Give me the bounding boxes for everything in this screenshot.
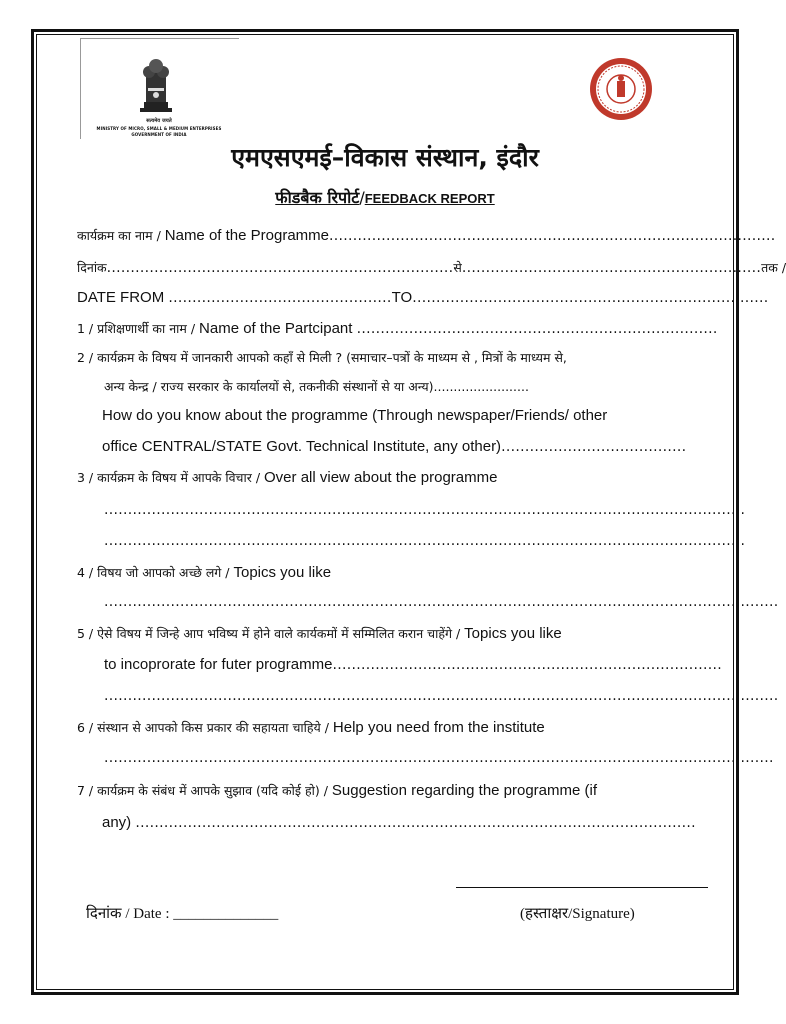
ministry-motto: सत्यमेव जयते bbox=[146, 118, 172, 124]
page-title: एमएसएमई–विकास संस्थान, इंदौर bbox=[231, 143, 539, 172]
question-4-topics-liked: 4 / विषय जो आपको अच्छे लगे / Topics you like bbox=[77, 564, 332, 581]
question-2-english-line2: office CENTRAL/STATE Govt. Technical Institute, any other)....................................... bbox=[102, 438, 687, 455]
government-of-india: GOVERNMENT OF INDIA bbox=[131, 132, 187, 137]
question-6-help-needed: 6 / संस्थान से आपको किस प्रकार की सहायता चाहिये / Help you need from the institute bbox=[77, 719, 545, 736]
programme-name-field: कार्यक्रम का नाम / Name of the Programme.............................................................................................. bbox=[77, 227, 776, 244]
question-7-english-line2: any) ...................................................................................................................... bbox=[102, 814, 696, 831]
question-2-hindi-line1: 2 / कार्यक्रम के विषय में जानकारी आपको कहाँ से मिली ? (समाचार–पत्रों के माध्यम से , मित्रों के माध्यम से, bbox=[77, 350, 567, 365]
signature-line bbox=[456, 887, 708, 888]
date-hindi-field: दिनांक.........................................................................से...............................................................तक / bbox=[77, 260, 786, 276]
question-1-participant-name: 1 / प्रशिक्षणार्थी का नाम / Name of the Partcipant ............................................................................ bbox=[77, 320, 718, 337]
footer-date-label: दिनांक / Date : ______________ bbox=[86, 906, 279, 922]
ministry-name: MINISTRY OF MICRO, SMALL & MEDIUM ENTERPRISES bbox=[96, 126, 222, 131]
question-4-answer-line: .............................................................................................................................................. bbox=[104, 594, 779, 610]
national-emblem-icon bbox=[126, 48, 186, 116]
date-from-to-field: DATE FROM ...............................................TO........................................................................... bbox=[77, 289, 769, 306]
subtitle-english: FEEDBACK REPORT bbox=[364, 191, 495, 206]
subtitle-hindi: फीडबैक रिपोर्ट bbox=[275, 188, 360, 207]
question-5-answer-line: .............................................................................................................................................. bbox=[104, 688, 779, 704]
signature-label: (हस्ताक्षर/Signature) bbox=[520, 906, 635, 922]
question-7-suggestions: 7 / कार्यक्रम के संबंध में आपके सुझाव (यदि कोई हो) / Suggestion regarding the programme (if bbox=[77, 782, 598, 799]
form-subtitle bbox=[0, 186, 770, 208]
question-5-english-line2: to incoprorate for futer programme.................................................................................. bbox=[104, 656, 722, 673]
question-3-overall-view: 3 / कार्यक्रम के विषय में आपके विचार / Over all view about the programme bbox=[77, 469, 498, 486]
subtitle-separator: / bbox=[359, 188, 365, 207]
question-5-future-topics: 5 / ऐसे विषय में जिन्हे आप भविष्य में होने वाले कार्यकमों में सम्मिलित करान चाहेंगे / Topics you like bbox=[77, 625, 562, 642]
question-2-hindi-line2: अन्य केन्द्र / राज्य सरकार के कार्यालयों से, तकनीकी संस्थानों से या अन्य)........................ bbox=[104, 379, 529, 394]
question-2-english-line1: How do you know about the programme (Through newspaper/Friends/ other bbox=[102, 407, 608, 424]
institute-seal-icon bbox=[588, 56, 654, 122]
question-6-answer-line: ............................................................................................................................................. bbox=[104, 750, 774, 766]
question-3-answer-line-1: ....................................................................................................................................... bbox=[104, 502, 746, 518]
question-3-answer-line-2: ....................................................................................................................................... bbox=[104, 533, 746, 549]
